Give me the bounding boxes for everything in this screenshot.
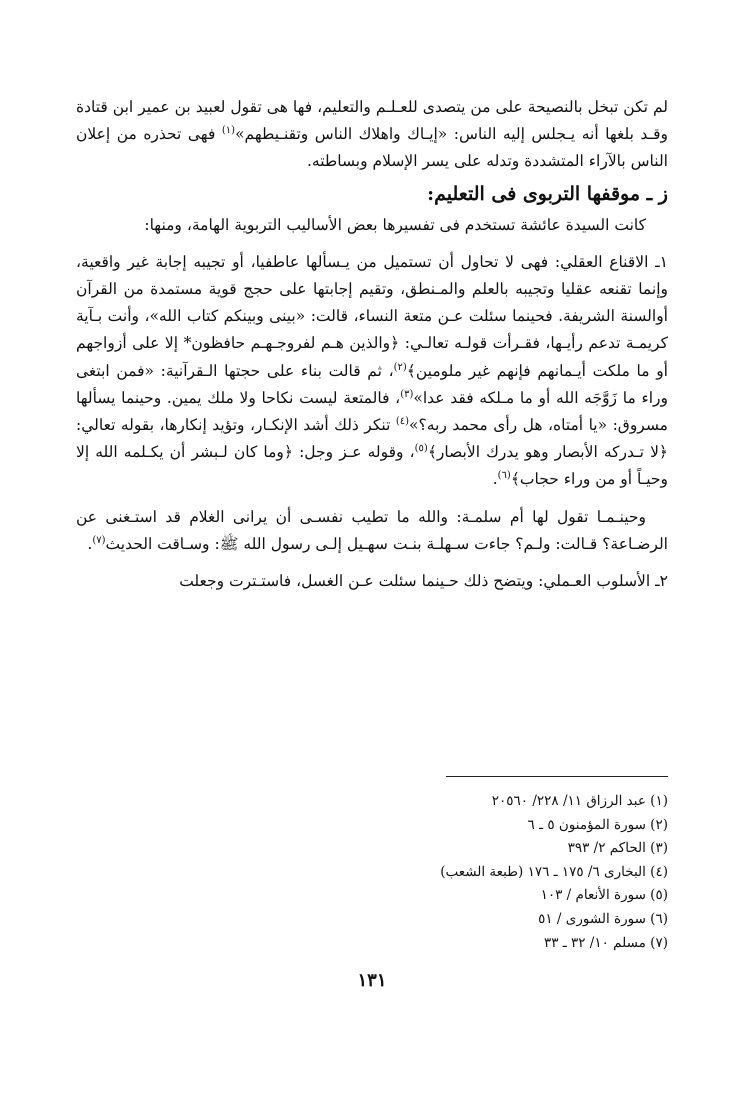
footnote-item: (٥) سورة الأنعام / ١٠٣	[540, 887, 668, 904]
page-number: ١٣١	[357, 970, 387, 991]
page-content	[76, 94, 668, 1094]
paragraph-rational-persuasion	[76, 249, 668, 494]
footnote-item: (٢) سورة المؤمنون ٥ ـ ٦	[527, 816, 668, 833]
footnote-ref: (٣)	[400, 388, 414, 400]
paragraph-text: .	[87, 534, 93, 553]
paragraph-text: لم تكن تبخل بالنصيحة على من يتصدى للعـلـم والتعليم، فها هى تقول لعبيد بن عمير ابن قتادة وقـد بلغها أنه يـجلس إليه الناس: «إيـاك واهلاك الناس وتقنـيطهم»	[76, 98, 669, 144]
footnotes-list	[76, 790, 668, 955]
footnote-item: (١) عبد الرزاق ١١/ ٢٢٨/ ٢٠٥٦٠	[491, 793, 668, 809]
paragraph-text: ، وقوله عـز وجل: ﴿وما كان لـبشر أن يكـلمه الله إلا وحيـاً أو من وراء حجاب﴾	[76, 443, 668, 489]
footnote-item: (٣) الحاكم ٢/ ٣٩٣	[567, 840, 668, 857]
paragraph-text: تنكر ذلك أشد الإنكـار، وتؤيد إنكارها، بقوله تعالي: ﴿لا تـدركه الأبصار وهو يدرك الأبصار﴾	[76, 416, 668, 462]
footnote-ref: (٢)	[393, 361, 407, 373]
footnote-divider	[446, 776, 668, 777]
footnote-ref: (٦)	[497, 470, 511, 482]
paragraph-text: .	[492, 470, 498, 489]
paragraph-text: وحينـمـا تقول لها أم سلمـة: والله ما تطيب نفسـى أن يرانى الغلام قد استـغنى عن الرضـاعة؟ قـالت: ولـم؟ جاءت سـهلـة بنـت سهـيل إلـى رسول الله ﷺ: وسـاقت الحديث	[76, 507, 668, 553]
paragraph-advice	[76, 94, 668, 176]
paragraph-practical-method: ٢ـ الأسلوب العـملي: ويتضح ذلك حـينما سئلت عـن الغسل، فاستـترت وجعلت	[179, 572, 668, 591]
paragraph-text: ، فالمتعة ليست نكاحا ولا ملك يمين. وحينما يسألها مسروق: «يا أمتاه، هل رأى محمد ربه؟»	[76, 388, 668, 435]
paragraph-text: ، ثم قالت بناء على حجتها الـقرآنية: «فمن ابتغى وراء ما زَوَّجَه الله أو ما مـلكه فقد عدا»	[76, 361, 669, 407]
paragraph-text: فهى تحذره من إعلان الناس بالآراء المتشددة وتدله على يسر الإسلام وبساطته.	[76, 125, 668, 171]
footnote-item: (٧) مسلم ١٠/ ٣٢ ـ ٣٣	[543, 934, 668, 951]
footnote-item: (٤) البخارى ٦/ ١٧٥ ـ ١٧٦ (طبعة الشعب)	[440, 863, 668, 880]
paragraph-intro: كانت السيدة عائشة تستخدم فى تفسيرها بعض الأساليب التربوية الهامة، ومنها:	[144, 215, 646, 234]
footnote-ref: (٥)	[414, 443, 428, 455]
paragraph-text: ١ـ الاقناع العقلي: فهى لا تحاول أن تستميل من يـسألها عاطفيا، أو تجيبه إجابة غير واقعية، وإنما تقنعه عقليا وتجيبه بالعلم والمـنطق، وتقيم إجابتها على حجج قوية مستمدة من القرآن أوالسنة الشريفة. فحينما سئلت عـن متعة النساء، قالت: «بينى وبينكم كتاب الله»، وأنت بـآية كريمـة تدعم رأيـها، فقـرأت قولـه تعالـي: ﴿والذين هـم لفروجـهـم حافظون* إلا على أزواجهم أو ما ملكت أيـمانهم فإنهم غير ملومين﴾	[76, 252, 668, 380]
footnote-ref: (٤)	[395, 415, 410, 427]
footnote-item: (٦) سورة الشورى / ٥١	[538, 910, 668, 927]
footnote-ref: (١)	[221, 125, 236, 137]
paragraph-umm-salama	[76, 504, 668, 558]
section-heading: ز ـ موقفها التربوى فى التعليم:	[427, 182, 668, 205]
footnote-ref: (٧)	[92, 534, 106, 546]
